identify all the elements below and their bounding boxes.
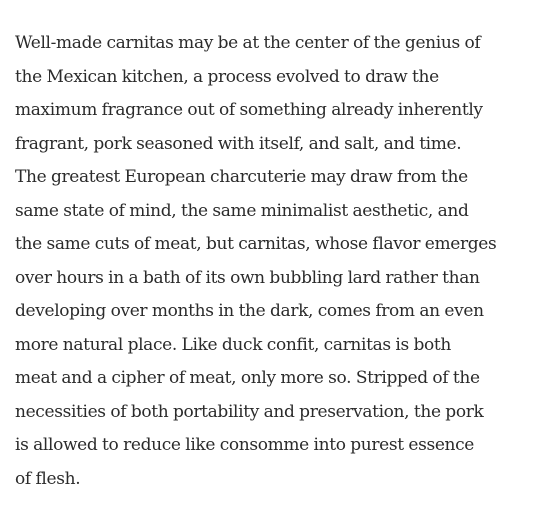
paragraph-line: developing over months in the dark, comes from an even [15, 301, 484, 321]
paragraph-line: more natural place. Like duck confit, carnitas is both [15, 334, 452, 355]
article-paragraph [15, 27, 520, 496]
paragraph-line: meat and a cipher of meat, only more so. Stripped of the [15, 368, 480, 388]
paragraph-line: the Mexican kitchen, a process evolved to draw the [15, 66, 439, 87]
paragraph-line: the same cuts of meat, but carnitas, whose flavor emerges [15, 234, 497, 254]
paragraph-line: over hours in a bath of its own bubbling lard rather than [15, 267, 480, 288]
paragraph-line: same state of mind, the same minimalist aesthetic, and [15, 200, 469, 221]
paragraph-line: is allowed to reduce like consomme into purest essence [15, 435, 475, 455]
paragraph-line: Well-made carnitas may be at the center of the genius of [15, 33, 481, 53]
paragraph-line: fragrant, pork seasoned with itself, and salt, and time. [15, 133, 462, 154]
paragraph-line: necessities of both portability and preservation, the pork [15, 401, 484, 422]
paragraph-line: maximum fragrance out of something already inherently [15, 100, 483, 120]
paragraph-line: of flesh. [15, 468, 81, 489]
paragraph-line: The greatest European charcuterie may draw from the [15, 167, 468, 187]
